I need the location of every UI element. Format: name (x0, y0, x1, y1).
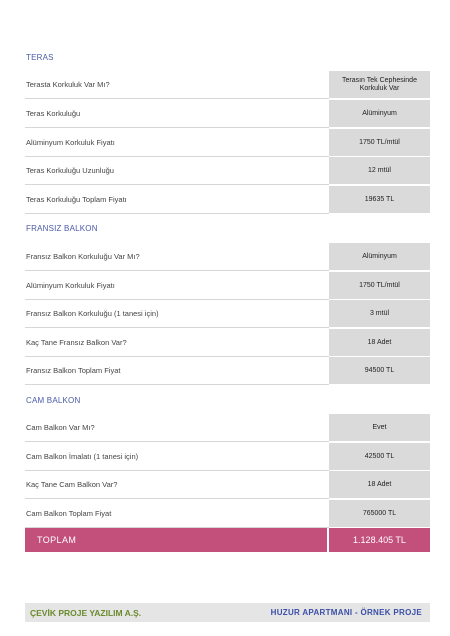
table-row (25, 71, 430, 99)
table-row (25, 157, 430, 185)
table-row (25, 300, 430, 328)
row-label: Kaç Tane Cam Balkon Var? (25, 471, 329, 499)
project-name: HUZUR APARTMANI - ÖRNEK PROJE (270, 608, 422, 617)
table-row (25, 471, 430, 499)
row-label: Teras Korkuluğu Uzunluğu (25, 157, 329, 185)
section-title-cam-balkon: CAM BALKON (26, 396, 81, 405)
row-value: Evet (329, 414, 430, 442)
row-label: Fransız Balkon Korkuluğu (1 tanesi için) (25, 300, 329, 328)
row-label: Teras Korkuluğu Toplam Fiyatı (25, 186, 329, 214)
row-value: 94500 TL (329, 357, 430, 385)
row-label: Cam Balkon Var Mı? (25, 414, 329, 442)
table-row (25, 186, 430, 214)
row-label: Cam Balkon İmalatı (1 tanesi için) (25, 443, 329, 471)
row-value: 18 Adet (329, 471, 430, 499)
row-label: Cam Balkon Toplam Fiyat (25, 500, 329, 528)
row-value: 1750 TL/mtül (329, 272, 430, 300)
row-label: Teras Korkuluğu (25, 100, 329, 128)
total-label: TOPLAM (25, 528, 327, 552)
table-row (25, 357, 430, 385)
company-name: ÇEVİK PROJE YAZILIM A.Ş. (30, 607, 142, 618)
table-row (25, 414, 430, 442)
row-value: Alüminyum (329, 243, 430, 271)
table-row (25, 272, 430, 300)
row-value: Terasın Tek Cephesinde Korkuluk Var (329, 71, 430, 99)
section-title-fransiz-balkon: FRANSIZ BALKON (26, 224, 98, 233)
row-value: 765000 TL (329, 500, 430, 528)
row-label: Kaç Tane Fransız Balkon Var? (25, 329, 329, 357)
row-value: 1750 TL/mtül (329, 129, 430, 157)
table-row (25, 500, 430, 528)
row-value: 19635 TL (329, 186, 430, 214)
footer-bar (25, 603, 430, 622)
row-label: Terasta Korkuluk Var Mı? (25, 71, 329, 99)
row-value: 12 mtül (329, 157, 430, 185)
total-value: 1.128.405 TL (327, 528, 430, 552)
row-label: Alüminyum Korkuluk Fiyatı (25, 272, 329, 300)
row-value: 42500 TL (329, 443, 430, 471)
row-label: Fransız Balkon Toplam Fiyat (25, 357, 329, 385)
table-row (25, 443, 430, 471)
row-label: Fransız Balkon Korkuluğu Var Mı? (25, 243, 329, 271)
row-value: Alüminyum (329, 100, 430, 128)
total-row (25, 528, 430, 552)
table-row (25, 243, 430, 271)
table-row (25, 100, 430, 128)
table-row (25, 329, 430, 357)
row-value: 18 Adet (329, 329, 430, 357)
row-label: Alüminyum Korkuluk Fiyatı (25, 129, 329, 157)
table-row (25, 129, 430, 157)
row-value: 3 mtül (329, 300, 430, 328)
section-title-teras: TERAS (26, 53, 54, 62)
